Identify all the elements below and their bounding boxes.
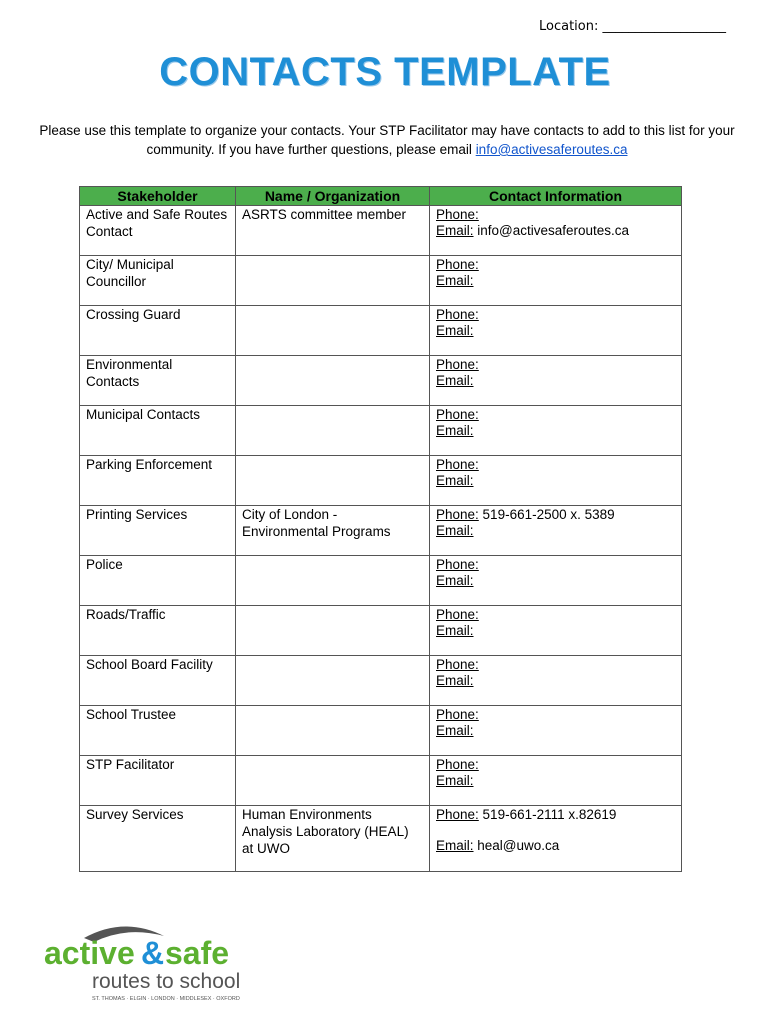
name-organization-cell[interactable] xyxy=(236,706,430,756)
contact-info-cell[interactable] xyxy=(430,206,682,256)
phone-label: Phone: xyxy=(436,357,479,372)
page-title: CONTACTS TEMPLATE xyxy=(159,50,611,94)
phone-label: Phone: xyxy=(436,507,479,522)
stakeholder-cell: Municipal Contacts xyxy=(80,406,236,456)
phone-value: 519-661-2111 x.82619 xyxy=(478,807,617,822)
phone-label: Phone: xyxy=(436,307,479,322)
name-organization-cell[interactable] xyxy=(236,456,430,506)
email-line xyxy=(436,572,474,589)
phone-label: Phone: xyxy=(436,757,479,772)
phone-label: Phone: xyxy=(436,407,479,422)
logo-tagline: routes to school xyxy=(92,970,241,993)
email-label: Email: xyxy=(436,838,474,853)
name-organization-cell[interactable] xyxy=(236,306,430,356)
table-row xyxy=(80,806,682,872)
phone-label: Phone: xyxy=(436,257,479,272)
email-label: Email: xyxy=(436,273,474,288)
contact-info-cell[interactable] xyxy=(430,806,682,872)
table-row xyxy=(80,556,682,606)
phone-label: Phone: xyxy=(436,607,479,622)
stakeholder-cell: Roads/Traffic xyxy=(80,606,236,656)
table-row xyxy=(80,206,682,256)
contact-info-cell[interactable] xyxy=(430,406,682,456)
phone-line xyxy=(436,656,675,673)
email-line xyxy=(436,222,629,239)
email-line xyxy=(436,672,474,689)
phone-line xyxy=(436,606,675,623)
email-value: info@activesaferoutes.ca xyxy=(473,223,630,238)
location-field: Location: ___________________ xyxy=(539,19,726,34)
header-name-organization: Name / Organization xyxy=(236,187,430,206)
name-organization-cell[interactable] xyxy=(236,756,430,806)
phone-line xyxy=(436,206,675,223)
table-row xyxy=(80,606,682,656)
contacts-table xyxy=(79,186,682,872)
email-line xyxy=(436,722,474,739)
name-organization-cell[interactable]: Human Environments Analysis Laboratory (HEAL) at UWO xyxy=(236,806,430,872)
contact-info-cell[interactable] xyxy=(430,506,682,556)
phone-line xyxy=(436,806,675,823)
active-safe-logo xyxy=(44,918,244,1003)
phone-line xyxy=(436,556,675,573)
email-label: Email: xyxy=(436,573,474,588)
stakeholder-cell: Parking Enforcement xyxy=(80,456,236,506)
name-organization-cell[interactable]: City of London - Environmental Programs xyxy=(236,506,430,556)
email-value: heal@uwo.ca xyxy=(473,838,560,853)
phone-line xyxy=(436,256,675,273)
header-stakeholder: Stakeholder xyxy=(80,187,236,206)
stakeholder-cell: Environmental Contacts xyxy=(80,356,236,406)
email-label: Email: xyxy=(436,473,474,488)
contact-info-cell[interactable] xyxy=(430,656,682,706)
contact-info-cell[interactable] xyxy=(430,556,682,606)
logo-regions: ST. THOMAS · ELGIN · LONDON · MIDDLESEX · OXFORD xyxy=(92,996,240,1002)
email-label: Email: xyxy=(436,373,474,388)
email-line xyxy=(436,422,474,439)
phone-line xyxy=(436,506,675,523)
email-label: Email: xyxy=(436,673,474,688)
table-row xyxy=(80,756,682,806)
phone-label: Phone: xyxy=(436,807,479,822)
contact-info-cell[interactable] xyxy=(430,356,682,406)
phone-line xyxy=(436,756,675,773)
phone-line xyxy=(436,456,675,473)
contact-info-cell[interactable] xyxy=(430,456,682,506)
table-row xyxy=(80,406,682,456)
phone-line xyxy=(436,306,675,323)
name-organization-cell[interactable] xyxy=(236,356,430,406)
email-line xyxy=(436,372,474,389)
contact-info-cell[interactable] xyxy=(430,256,682,306)
intro-email-link[interactable]: info@activesaferoutes.ca xyxy=(475,142,628,157)
table-row xyxy=(80,256,682,306)
logo-word-active: active xyxy=(44,935,135,971)
name-organization-cell[interactable] xyxy=(236,406,430,456)
table-row xyxy=(80,656,682,706)
phone-label: Phone: xyxy=(436,457,479,472)
table-row xyxy=(80,506,682,556)
stakeholder-cell: School Trustee xyxy=(80,706,236,756)
email-label: Email: xyxy=(436,323,474,338)
email-line xyxy=(436,272,474,289)
contact-info-cell[interactable] xyxy=(430,606,682,656)
email-label: Email: xyxy=(436,773,474,788)
contact-info-cell[interactable] xyxy=(430,306,682,356)
email-label: Email: xyxy=(436,223,474,238)
stakeholder-cell: Survey Services xyxy=(80,806,236,872)
email-line xyxy=(436,837,559,854)
logo-ampersand: & xyxy=(141,935,165,971)
phone-label: Phone: xyxy=(436,207,479,222)
stakeholder-cell: Active and Safe Routes Contact xyxy=(80,206,236,256)
email-line xyxy=(436,522,474,539)
contact-info-cell[interactable] xyxy=(430,706,682,756)
stakeholder-cell: Printing Services xyxy=(80,506,236,556)
email-line xyxy=(436,322,474,339)
name-organization-cell[interactable] xyxy=(236,556,430,606)
stakeholder-cell: School Board Facility xyxy=(80,656,236,706)
phone-label: Phone: xyxy=(436,557,479,572)
intro-paragraph xyxy=(30,121,744,159)
name-organization-cell[interactable] xyxy=(236,606,430,656)
name-organization-cell[interactable]: ASRTS committee member xyxy=(236,206,430,256)
phone-line xyxy=(436,406,675,423)
email-line xyxy=(436,772,474,789)
contact-info-cell[interactable] xyxy=(430,756,682,806)
header-contact-information: Contact Information xyxy=(430,187,682,206)
table-row xyxy=(80,456,682,506)
email-label: Email: xyxy=(436,423,474,438)
email-label: Email: xyxy=(436,523,474,538)
phone-value: 519-661-2500 x. 5389 xyxy=(478,507,615,522)
email-line xyxy=(436,472,474,489)
logo-word-safe: safe xyxy=(165,935,230,971)
table-row xyxy=(80,356,682,406)
phone-line xyxy=(436,706,675,723)
email-label: Email: xyxy=(436,623,474,638)
email-line xyxy=(436,622,474,639)
table-row xyxy=(80,306,682,356)
stakeholder-cell: City/ Municipal Councillor xyxy=(80,256,236,306)
name-organization-cell[interactable] xyxy=(236,256,430,306)
intro-text: Please use this template to organize your contacts. Your STP Facilitator may have contacts to add to this list for your community. If you have further questions, please email xyxy=(39,123,735,157)
table-header-row xyxy=(80,187,682,206)
phone-line xyxy=(436,356,675,373)
phone-label: Phone: xyxy=(436,707,479,722)
stakeholder-cell: Crossing Guard xyxy=(80,306,236,356)
phone-label: Phone: xyxy=(436,657,479,672)
table-row xyxy=(80,706,682,756)
email-label: Email: xyxy=(436,723,474,738)
stakeholder-cell: Police xyxy=(80,556,236,606)
name-organization-cell[interactable] xyxy=(236,656,430,706)
stakeholder-cell: STP Facilitator xyxy=(80,756,236,806)
